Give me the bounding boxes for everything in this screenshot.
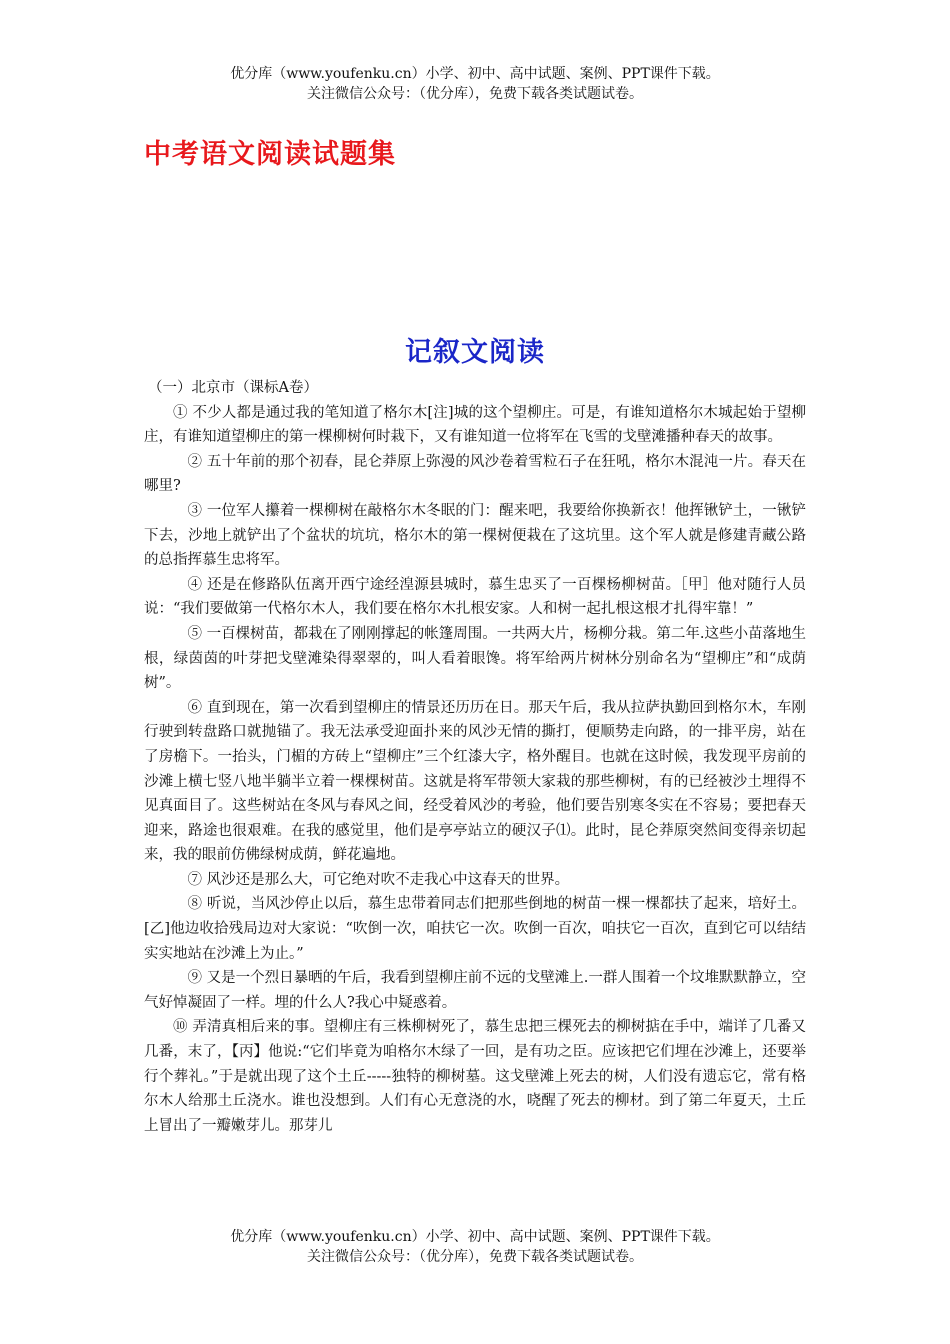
paragraph-7: ⑦ 风沙还是那么大，可它绝对吹不走我心中这春天的世界。 [187, 871, 570, 888]
paragraph-4: ④ 还是在修路队伍离开西宁途经湟源县城时，慕生忠买了一百棵杨柳树苗。［甲］他对随行人员说：“我们要做第一代格尔木人，我们要在格尔木扎根安家。人和树一起扎根这根才扎得牢靠！” [144, 576, 806, 618]
footer-line-2: 关注微信公众号：（优分库），免费下载各类试题试卷。 [307, 1249, 643, 1265]
footer-line-1: 优分库（www.youfenku.cn）小学、初中、高中试题、案例、PPT课件下载。 [230, 1229, 720, 1245]
page-header [0, 64, 950, 104]
paragraph-2: ② 五十年前的那个初春，昆仑莽原上弥漫的风沙卷着雪粒石子在狂吼，格尔木混沌一片。春天在哪里? [144, 453, 806, 495]
paragraph-6: ⑥ 直到现在，第一次看到望柳庄的情景还历历在日。那天午后，我从拉萨执勤回到格尔木，车刚行驶到转盘路口就抛锚了。我无法承受迎面扑来的风沙无情的撕打，便顺势走向路，的一排平房，站在了房檐下。一抬头，门楣的方砖上“望柳庄”三个红漆大字，格外醒目。也就在这时候，我发现平房前的沙滩上横七竖八地半躺半立着一棵棵树苗。这就是将军带领大家栽的那些柳树，有的已经被沙土埋得不见真面目了。这些树站在冬风与春风之间，经受着风沙的考验，他们要告别寒冬实在不容易；要把春天迎来，路途也很艰难。在我的感觉里，他们是亭亭站立的硬汉子⑴。此时，昆仑莽原突然间变得亲切起来，我的眼前仿佛绿树成荫，鲜花遍地。 [144, 699, 806, 864]
paragraph-5: ⑤ 一百棵树苗，都栽在了刚刚撑起的帐篷周围。一共两大片，杨柳分栽。第二年.这些小苗落地生根，绿茵茵的叶芽把戈壁滩染得翠翠的，叫人看着眼馋。将军给两片树林分别命名为“望柳庄”和“成荫树”。 [144, 625, 806, 692]
paragraph-9: ⑨ 又是一个烈日暴晒的午后，我看到望柳庄前不远的戈壁滩上.一群人围着一个坟堆默默静立，空气好悼凝固了一样。埋的什么人?我心中疑惑着。 [144, 970, 806, 1011]
paragraph-3: ③ 一位军人攥着一棵柳树在敲格尔木冬眠的门：醒来吧，我要给你换新衣！他挥锹铲土，一锹铲下去，沙地上就铲出了个盆状的坑坑，格尔木的第一棵树便栽在了这坑里。这个军人就是修建青藏公路的总指挥慕生忠将军。 [144, 502, 806, 569]
paragraph-1: ① 不少人都是通过我的笔知道了格尔木[注]城的这个望柳庄。可是，有谁知道格尔木城起始于望柳庄，有谁知道望柳庄的第一棵柳树何时栽下，又有谁知道一位将军在飞雪的戈壁滩播种春天的故事。 [144, 404, 806, 446]
article-body [144, 376, 806, 1138]
paragraph-8: ⑧ 听说，当风沙停止以后，慕生忠带着同志们把那些倒地的树苗一棵一棵都扶了起来，培好土。[乙]他边收拾残局边对大家说：“吹倒一次，咱扶它一次。吹倒一百次，咱扶它一百次，直到它可以结结实实地站在沙滩上为止。” [144, 896, 806, 962]
paragraph-10: ⑩ 弄清真相后来的事。望柳庄有三株柳树死了，慕生忠把三棵死去的柳树掂在手中，端详了几番又几番，末了，【丙】他说:“它们毕竟为咱格尔木绿了一回，是有功之臣。应该把它们埋在沙滩上，还要举行个葬礼。”于是就出现了这个土丘-----独特的柳树墓。这戈壁滩上死去的树，人们没有遗忘它，常有格尔木人给那土丘浇水。谁也没想到。人们有心无意浇的水，哓醒了死去的柳材。到了第二年夏天，土丘上冒出了一瓣嫩芽儿。那芽儿 [144, 1019, 806, 1134]
section-title: 记叙文阅读 [405, 337, 545, 368]
header-line-2: 关注微信公众号：（优分库），免费下载各类试题试卷。 [307, 86, 643, 102]
article-source: （一）北京市（课标A卷） [148, 380, 318, 396]
header-line-1: 优分库（www.youfenku.cn）小学、初中、高中试题、案例、PPT课件下载。 [230, 66, 720, 82]
document-title: 中考语文阅读试题集 [144, 139, 396, 170]
page-footer [0, 1227, 950, 1267]
